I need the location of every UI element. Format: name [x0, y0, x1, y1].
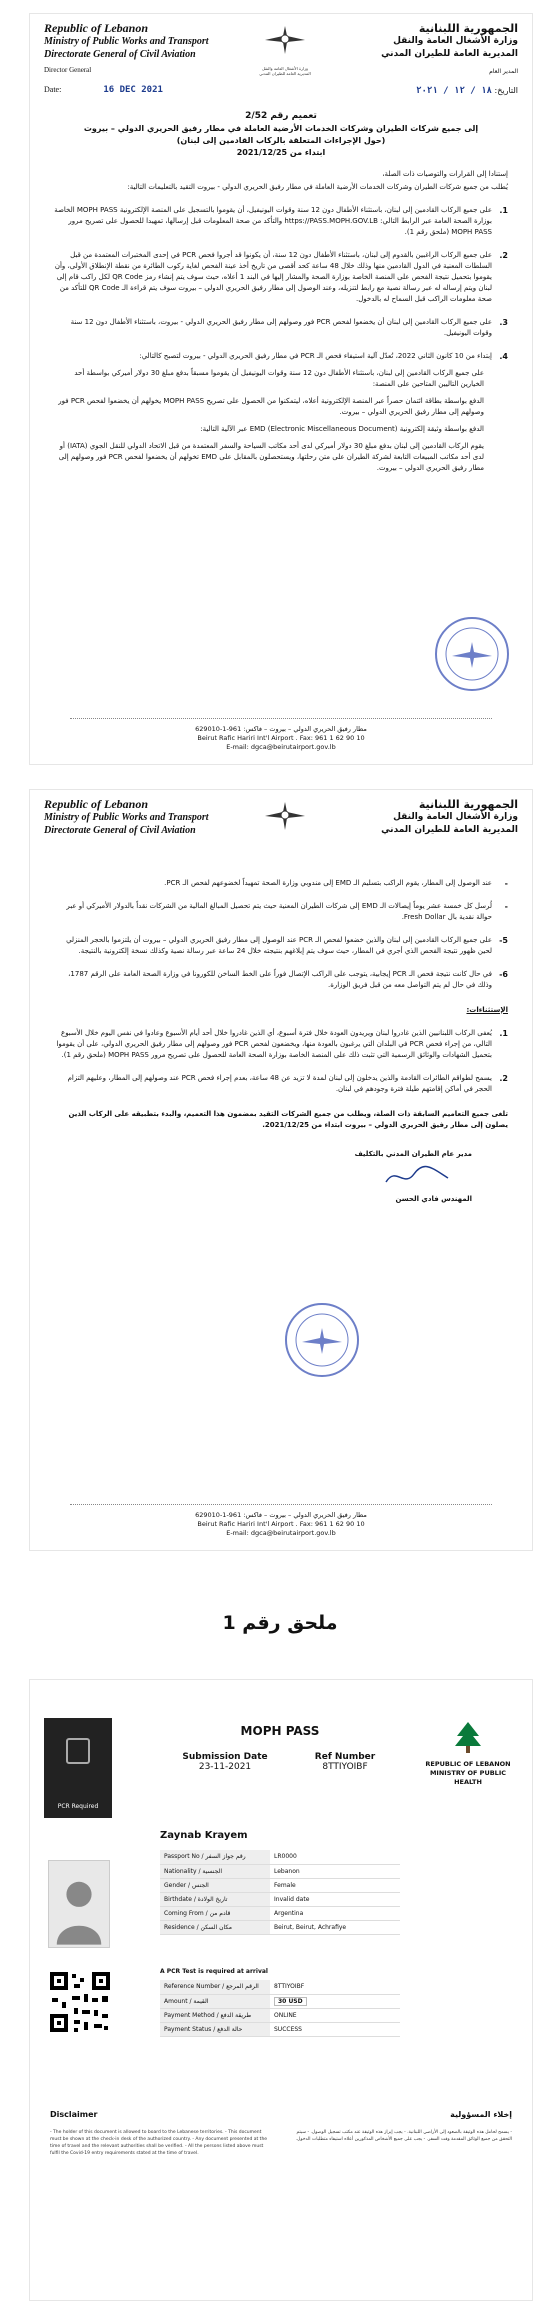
- payment-table: [160, 1980, 400, 2037]
- pcr-required-panel: [44, 1718, 112, 1818]
- instruction-4: [54, 351, 508, 474]
- instruction-5: [54, 935, 508, 957]
- amount-badge: 30 USD: [274, 1997, 307, 2006]
- holder-details-table: [160, 1850, 400, 1935]
- instruction-4-sub-2: الدفع بواسطة بطاقة ائتمان حصراً عبر المنصة الإلكترونية أعلاه، ليتمكنوا من الحصول على تصريح MOPH PASS يخولهم أن يخضعوا لفحص PCR فور وصولهم إلى مطار رفيق الحريري الدولي – بيروت.: [58, 397, 484, 416]
- circular-effective: ابتداء من 2021/12/25: [236, 148, 326, 157]
- en-office: Director General: [44, 66, 92, 74]
- footer-email: E-mail: dgca@beirutairport.gov.lb: [226, 1529, 336, 1537]
- disclaimer-columns: [50, 2129, 512, 2157]
- exceptions-title: الإستثناءات:: [466, 1006, 508, 1014]
- table-row: [160, 1864, 400, 1878]
- table-row: [160, 1994, 400, 2008]
- field-label: Passport No / رقم جواز السفر: [160, 1850, 270, 1864]
- table-row: [160, 1892, 400, 1906]
- signer-name: المهندس فادي الحسن: [395, 1195, 472, 1203]
- item-number: 5-: [499, 936, 508, 945]
- field-value: Invalid date: [270, 1892, 400, 1906]
- item-number: 2.: [499, 1074, 508, 1083]
- bullet: -: [504, 902, 508, 911]
- footer-arabic: مطار رفيق الحريري الدولي – بيروت – فاكس: 961-1-629010: [195, 1511, 367, 1519]
- annex-title: ملحق رقم 1: [222, 1612, 338, 1634]
- qr-code-icon: [48, 1970, 112, 2034]
- field-value: Lebanon: [270, 1864, 400, 1878]
- table-row: [160, 2022, 400, 2036]
- letterhead-arabic: [328, 22, 518, 98]
- field-label: Nationality / الجنسية: [160, 1864, 270, 1878]
- cedar-icon: [453, 1720, 483, 1754]
- official-seal-icon: [432, 614, 512, 694]
- field-value: ONLINE: [270, 2008, 400, 2022]
- en-republic: Republic of Lebanon: [44, 21, 148, 35]
- item-number: 2.: [499, 251, 508, 260]
- exception-1: [54, 1028, 508, 1061]
- field-label: Residence / مكان السكن: [160, 1920, 270, 1934]
- en-date-label: Date:: [44, 85, 62, 94]
- instruction-4-sub-1: على جميع الركاب القادمين إلى لبنان، باستثناء الأطفال دون 12 سنة وقوات اليونيفيل أن يقوموا مسبقاً بدفع مبلغ 30 دولار أميركي بواسطة أحد الخيارين التاليين المتاحين على المنصة:: [74, 369, 484, 388]
- instruction-6: [54, 969, 508, 991]
- instruction-text: في حال كانت نتيجة فحص الـ PCR إيجابية، يتوجب على الراكب الإتصال فوراً على الخط الساخن للكورونا في وزارة الصحة العامة على الرقم 1787، وذلك في حال لم يتم التواصل معه من قبل فريق الوزارة.: [68, 970, 492, 989]
- intro-line-2: يُطلب من جميع شركات الطيران وشركات الخدمات الأرضية العاملة في مطار رفيق الحريري الدولي - بيروت التقيد بالتعليمات التالية:: [127, 183, 508, 191]
- pass-body: [30, 1830, 532, 2080]
- signature-icon: [382, 1162, 452, 1190]
- instruction-1: [54, 205, 508, 238]
- emblem-text-1: وزارة الأشغال العامة والنقل: [262, 66, 308, 71]
- circular-page-2: [30, 790, 532, 1550]
- letterhead: [30, 790, 532, 860]
- ar-republic: الجمهورية اللبنانية: [418, 22, 518, 35]
- date-stamp: 16 DEC 2021: [103, 85, 163, 95]
- pcr-note: A PCR Test is required at arrival: [160, 1968, 268, 1975]
- footer-address: Beirut Rafic Hariri Int'l Airport . Fax: 961 1 62 90 10: [197, 1520, 365, 1528]
- moph-pass-card: [30, 1680, 532, 2300]
- en-date-row: [44, 83, 234, 97]
- instruction-text: على جميع الركاب القادمين إلى لبنان والذين خضعوا لفحص الـ PCR عند الوصول إلى مطار رفيق الحريري الدولي – بيروت أن يلتزموا بالحجر المنزلي لحين ظهور نتيجة الفحص الذي أجري في المطار، حيث سوف يتم إبلاغهم بنتيجته خلال 24 ساعة عبر رسالة نصية وكذلك نسخة إلكترونية بالنتيجة.: [66, 936, 492, 955]
- table-row: [160, 1850, 400, 1864]
- field-label: Reference Number / الرقم المرجع: [160, 1980, 270, 1994]
- table-row: [160, 1878, 400, 1892]
- exception-text: يُعفى الركاب اللبنانيين الذين غادروا لبنان ويريدون العودة خلال فترة أسبوع، أي الذين غادروا خلال أحد أيام الأسبوع وعادوا في نفس اليوم خلال الأسبوع التالي، من إجراء فحص PCR في البلدان التي يرغبون بالعودة منها، ويخضعون لفحص PCR فور وصولهم إلى مطار رفيق الحريري الدولي، على أن يقوموا بتحميل الشهادات والوثائق الرسمية التي تثبت ذلك على المنصة الخاصة بوزارة الصحة العامة للحصول على تصريح مرور MOPH PASS (ملحق رقم 1).: [56, 1029, 492, 1059]
- person-silhouette-icon: [49, 1861, 109, 1947]
- letterhead-english: [44, 798, 234, 837]
- instruction-3: [54, 317, 508, 339]
- field-label: Coming From / قادم من: [160, 1906, 270, 1920]
- official-seal-icon: [282, 1300, 362, 1380]
- footer-address: Beirut Rafic Hariri Int'l Airport . Fax: 961 1 62 90 10: [197, 734, 365, 742]
- emblem-text-2: المديرية العامة للطيران المدني: [259, 71, 311, 76]
- ref-number-label: Ref Number: [314, 1752, 376, 1762]
- ar-ministry: وزارة الأشغال العامة والنقل: [393, 36, 518, 46]
- letterhead-arabic: [328, 798, 518, 837]
- disclaimer-title-ar: إخلاء المسؤولية: [450, 2110, 512, 2119]
- item-number: 6-: [499, 970, 508, 979]
- exception-text: يسمح لطواقم الطائرات القادمة والذين يدخلون إلى لبنان لمدة لا تزيد عن 48 ساعة، بعدم إجراء فحص PCR عند وصولهم إلى المطار، وعليهم التزام الحجر في أماكن إقامتهم طيلة فترة وجودهم في لبنان.: [67, 1074, 492, 1093]
- circular-body-continued: [30, 860, 532, 1131]
- test-tube-icon: [66, 1738, 90, 1764]
- item-number: 4.: [499, 352, 508, 361]
- instruction-text: على جميع الركاب الراغبين بالقدوم إلى لبنان، باستثناء الأطفال دون 12 سنة، أن يكونوا قد أجروا فحص PCR في إحدى المختبرات المعتمدة من قبل السلطات المعنية في الدول القادمين منها وذلك خلال 48 ساعة كحد أقصى من تاريخ أخذ عينة الفحص لغاية ركوب الطائرة من نقطة الإنطلاق الأولى، وأن يقوموا بتحميل نتيجة الفحص على المنصة الخاصة بوزارة الصحة والمشار إليها في البند 1 أعلاه، حيث سوف يتم إنشاء رمز QR Code لكل راكب قام إلى لبنان ويتم إرساله له عبر رسالة نصية مع رابط لتنزيله، وعند الوصول إلى مطار رفيق الحريري الدولي – بيروت سوف يتم قراءة الـ QR Code للتأكد من صحة معلومات الراكب قبل السماح له بالدخول.: [54, 251, 492, 303]
- field-label: Gender / الجنس: [160, 1878, 270, 1892]
- item-number: 1.: [499, 1029, 508, 1038]
- disclaimer-title-en: Disclaimer: [50, 2110, 98, 2119]
- field-label: Birthdate / تاريخ الولادة: [160, 1892, 270, 1906]
- holder-name: Zaynab Krayem: [160, 1830, 248, 1841]
- field-value: Beirut, Beirut, Achrafiye: [270, 1920, 400, 1934]
- ar-office: المدير العام: [489, 68, 518, 75]
- continuation-2: [54, 901, 508, 923]
- holder-photo: [48, 1860, 110, 1948]
- table-row: [160, 2008, 400, 2022]
- aviation-emblem-icon: [263, 794, 307, 838]
- exception-2: [54, 1073, 508, 1095]
- reference-number: [300, 1752, 390, 1772]
- letterhead: [30, 14, 532, 106]
- emblem-block: [240, 794, 330, 842]
- emblem-block: [240, 18, 330, 76]
- item-number: 1.: [499, 206, 508, 215]
- pass-header: [30, 1700, 532, 1810]
- field-label: Payment Status / حالة الدفع: [160, 2022, 270, 2036]
- circular-subtitle: (حول الإجراءات المتعلقة بالركاب القادمين إلى لبنان): [176, 136, 386, 145]
- amount-cell: [270, 1994, 400, 2008]
- circular-title: [30, 106, 532, 163]
- ar-date-stamp: ١٨ / ١٢ / ٢٠٢١: [416, 86, 492, 96]
- letterhead-english: [44, 22, 234, 97]
- submission-date-label: Submission Date: [182, 1752, 268, 1762]
- page-footer: [70, 1504, 492, 1538]
- circular-number: تعميم رقم 2/52: [245, 111, 317, 121]
- field-value: SUCCESS: [270, 2022, 400, 2036]
- ministry-logo: [418, 1720, 518, 1787]
- field-value: 8TTIYOIBF: [270, 1980, 400, 1994]
- continuation-text: عند الوصول إلى المطار، يقوم الراكب بتسليم الـ EMD إلى مندوبي وزارة الصحة تمهيداً لخضوعهم لفحص الـ PCR.: [164, 879, 492, 887]
- ar-republic: الجمهورية اللبنانية: [418, 798, 518, 811]
- aviation-emblem-icon: [263, 18, 307, 62]
- submission-date-value: 23-11-2021: [198, 1762, 252, 1772]
- instruction-2: [54, 250, 508, 305]
- intro-line-1: إستنادا إلى القرارات والتوصيات ذات الصلة،: [382, 170, 508, 178]
- pcr-required-label: PCR Required: [57, 1803, 99, 1810]
- footer-arabic: مطار رفيق الحريري الدولي – بيروت – فاكس: 961-1-629010: [195, 725, 367, 733]
- ref-number-value: 8TTIYOIBF: [322, 1762, 368, 1772]
- table-row: [160, 1906, 400, 1920]
- ar-directorate: المديرية العامة للطيران المدني: [381, 49, 518, 59]
- instruction-4-sub-4: يقوم الركاب القادمين إلى لبنان بدفع مبلغ 30 دولار أميركي لدى أحد مكاتب السياحة والسفر المعتمدة من قبل الاتحاد الدولي للنقل الجوي (IATA) أو لدى أحد مكاتب المبيعات التابعة لشركة الطيران على متن رحلتها، ويستحصلون بالمقابل على EMD تخولهم أن يخضعوا لفحص PCR فور وصولهم إلى مطار رفيق الحريري الدولي – بيروت.: [58, 442, 484, 472]
- field-label: Payment Method / طريقة الدفع: [160, 2008, 270, 2022]
- en-republic: Republic of Lebanon: [44, 797, 148, 811]
- table-row: [160, 1920, 400, 1934]
- en-ministry: Ministry of Public Works and Transport: [44, 812, 209, 823]
- ar-directorate: المديرية العامة للطيران المدني: [381, 825, 518, 835]
- submission-date: [180, 1752, 270, 1772]
- en-directorate: Directorate General of Civil Aviation: [44, 825, 196, 836]
- ar-date-label: التاريخ:: [494, 86, 518, 95]
- en-directorate: Directorate General of Civil Aviation: [44, 49, 196, 60]
- instruction-text: إبتداء من 10 كانون الثاني 2022، تُعدّل آلية استيفاء فحص الـ PCR في مطار رفيق الحريري الدولي - بيروت لتصبح كالتالي:: [139, 352, 492, 360]
- ar-ministry: وزارة الأشغال العامة والنقل: [393, 812, 518, 822]
- bullet: -: [504, 879, 508, 888]
- ar-date-row: [328, 84, 518, 98]
- instruction-4-sub-3: الدفع بواسطة وثيقة إلكترونية EMD (Electronic Miscellaneous Document) عبر الآلية التالية:: [200, 425, 484, 433]
- disclaimer-text-en: - The holder of this document is allowed to board to the Lebanese territories. - This document must be shown at the check-in desk of the authorized country. - Any document presented at the time of travel and the relevant authorities shall be verified. - All the persons listed above must fulfil the Covid-19 entry requirements stated at the time of travel.: [50, 2130, 268, 2156]
- item-number: 3.: [499, 318, 508, 327]
- continuation-1: [54, 878, 508, 889]
- logo-line-1: REPUBLIC OF LEBANON: [425, 1760, 511, 1768]
- en-ministry: Ministry of Public Works and Transport: [44, 36, 209, 47]
- disclaimer-text-ar: - يسمح لحامل هذه الوثيقة بالصعود إلى الأراضي اللبنانية. - يجب إبراز هذه الوثيقة عند مكتب تسجيل الوصول. - سيتم التحقق من جميع الوثائق المقدمة وقت السفر. - يجب على جميع الأشخاص المذكورين أعلاه استيفاء متطلبات الدخول.: [295, 2130, 512, 2142]
- footer-email: E-mail: dgca@beirutairport.gov.lb: [226, 743, 336, 751]
- field-value: Argentina: [270, 1906, 400, 1920]
- circular-page-1: [30, 14, 532, 764]
- instruction-text: على جميع الركاب القادمين إلى لبنان، باستثناء الأطفال دون 12 سنة وقوات اليونيفيل، أن يقوموا بالتسجيل على المنصة الإلكترونية MOPH PASS الخاصة بوزارة الصحة العامة عبر الرابط التالي: https://PASS.MOPH.GOV.LB والتأكد من صحة المعلومات قبل إرسالها، تمهيدا للحصول على تصريح مرور MOPH PASS (ملحق رقم 1).: [54, 206, 492, 236]
- logo-line-2: MINISTRY OF PUBLIC HEALTH: [429, 1769, 507, 1786]
- closing-statement: تلغى جميع التعاميم السابقة ذات الصلة، ويطلب من جميع الشركات التقيد بمضمون هذا التعميم، والبدء بتطبيقه على الركاب الذين يصلون إلى مطار رفيق الحريري الدولي – بيروت ابتداء من 2021/12/25.: [68, 1110, 508, 1129]
- pass-title: MOPH PASS: [240, 1724, 320, 1738]
- field-label: Amount / القيمة: [160, 1994, 270, 2008]
- field-value: LR0000: [270, 1850, 400, 1864]
- circular-subject: إلى جميع شركات الطيران وشركات الخدمات الأرضية العاملة في مطار رفيق الحريري الدولي – بيروت: [83, 124, 479, 133]
- signature-block: [30, 1149, 532, 1205]
- continuation-text: لُرسل كل خمسة عشر يوماً إيصالات الـ EMD إلى شركات الطيران المعنية حيث يتم تحصيل المبالغ المالية من الشركات نقداً بالدولار الأميركي أو عبر حوالة نقدية بال Fresh Dollar.: [66, 902, 492, 921]
- disclaimer-section: [50, 2110, 512, 2157]
- instruction-text: على جميع الركاب القادمين إلى لبنان أن يخضعوا لفحص PCR فور وصولهم إلى مطار رفيق الحريري الدولي - بيروت، باستثناء الأطفال دون 12 سنة وقوات اليونيفيل.: [70, 318, 492, 337]
- field-value: Female: [270, 1878, 400, 1892]
- page-footer: [70, 718, 492, 752]
- table-row: [160, 1980, 400, 1994]
- signer-title: مدير عام الطيران المدني بالتكليف: [354, 1150, 472, 1158]
- circular-body: [30, 163, 532, 474]
